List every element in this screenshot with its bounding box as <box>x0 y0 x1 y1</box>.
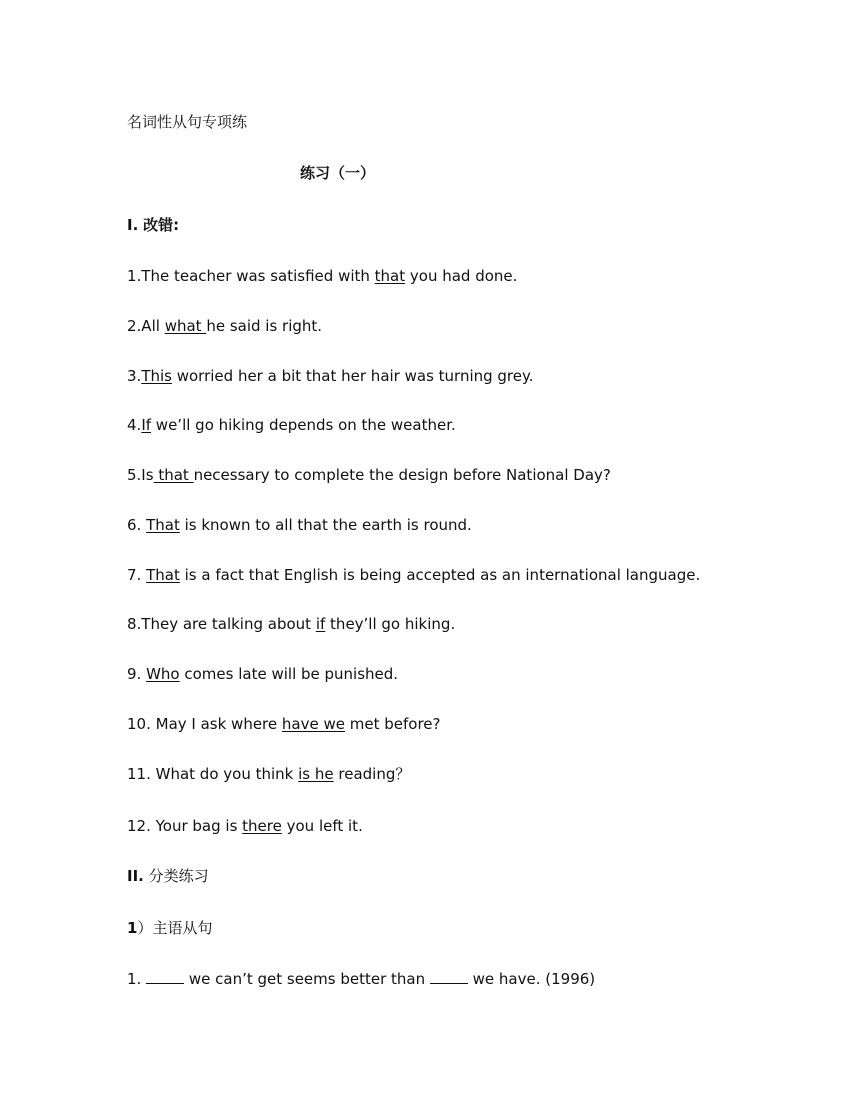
item-text: 1.The teacher was satisfied with <box>127 267 375 285</box>
underlined-error: Who <box>146 665 180 683</box>
section-1-number: I. <box>127 216 139 234</box>
exercise-heading: 练习（一） <box>300 164 376 182</box>
answer-blank[interactable] <box>430 969 468 984</box>
item-text: 1. <box>127 970 147 988</box>
fill-in-item-1 <box>127 969 595 989</box>
underlined-error: there <box>242 817 282 835</box>
underlined-error: that <box>153 466 194 484</box>
item-text: 4. <box>127 416 142 434</box>
item-text: he said is right. <box>206 317 323 335</box>
underlined-error: If <box>141 416 152 434</box>
item-text: 10. May I ask where <box>127 715 282 733</box>
subsection-1-label: ）主语从句 <box>137 919 213 937</box>
correction-item-11 <box>127 764 410 784</box>
correction-item-1 <box>127 266 517 286</box>
item-text: is a fact that English is being accepted as an international language. <box>179 566 701 584</box>
answer-blank[interactable] <box>146 969 184 984</box>
item-text: comes late will be punished. <box>179 665 399 683</box>
correction-item-5 <box>127 465 611 485</box>
item-text: 8.They are talking about <box>127 615 316 633</box>
subsection-1-heading <box>127 918 212 938</box>
item-text: 9. <box>127 665 147 683</box>
item-text: 6. <box>127 516 147 534</box>
underlined-error: That <box>146 516 180 534</box>
item-text: worried her a bit that her hair was turning grey. <box>171 367 534 385</box>
item-text: we have. (1996) <box>467 970 596 988</box>
underlined-error: have we <box>281 715 345 733</box>
correction-item-7 <box>127 565 700 585</box>
item-text: reading？ <box>333 765 411 783</box>
correction-item-6 <box>127 515 472 535</box>
item-text: they’ll go hiking. <box>325 615 456 633</box>
item-text: you left it. <box>281 817 363 835</box>
section-1-heading <box>127 215 179 235</box>
section-2-heading <box>127 866 209 886</box>
section-2-number: II. <box>127 867 144 885</box>
section-1-label: 改错: <box>143 216 180 234</box>
underlined-error: if <box>315 615 326 633</box>
item-text: 12. Your bag is <box>127 817 243 835</box>
underlined-error: That <box>146 566 180 584</box>
underlined-error: that <box>374 267 406 285</box>
item-text: is known to all that the earth is round. <box>179 516 472 534</box>
correction-item-10 <box>127 714 440 734</box>
correction-item-2 <box>127 316 322 336</box>
subsection-1-number: 1 <box>127 919 138 937</box>
correction-item-4 <box>127 415 456 435</box>
item-text: we’ll go hiking depends on the weather. <box>151 416 456 434</box>
item-text: 7. <box>127 566 147 584</box>
document-title: 名词性从句专项练 <box>127 113 248 131</box>
item-text: necessary to complete the design before National Day? <box>193 466 611 484</box>
correction-item-8 <box>127 614 455 634</box>
item-text: we can’t get seems better than <box>184 970 430 988</box>
correction-item-9 <box>127 664 398 684</box>
item-text: 5.Is <box>127 466 154 484</box>
correction-item-3 <box>127 366 534 386</box>
item-text: 3. <box>127 367 142 385</box>
item-text: you had done. <box>405 267 518 285</box>
correction-item-12 <box>127 816 363 836</box>
underlined-error: is he <box>298 765 334 783</box>
item-text: met before? <box>344 715 441 733</box>
section-2-label: 分类练习 <box>148 867 209 885</box>
item-text: 2.All <box>127 317 165 335</box>
item-text: 11. What do you think <box>127 765 299 783</box>
underlined-error: what <box>164 317 207 335</box>
underlined-error: This <box>141 367 172 385</box>
